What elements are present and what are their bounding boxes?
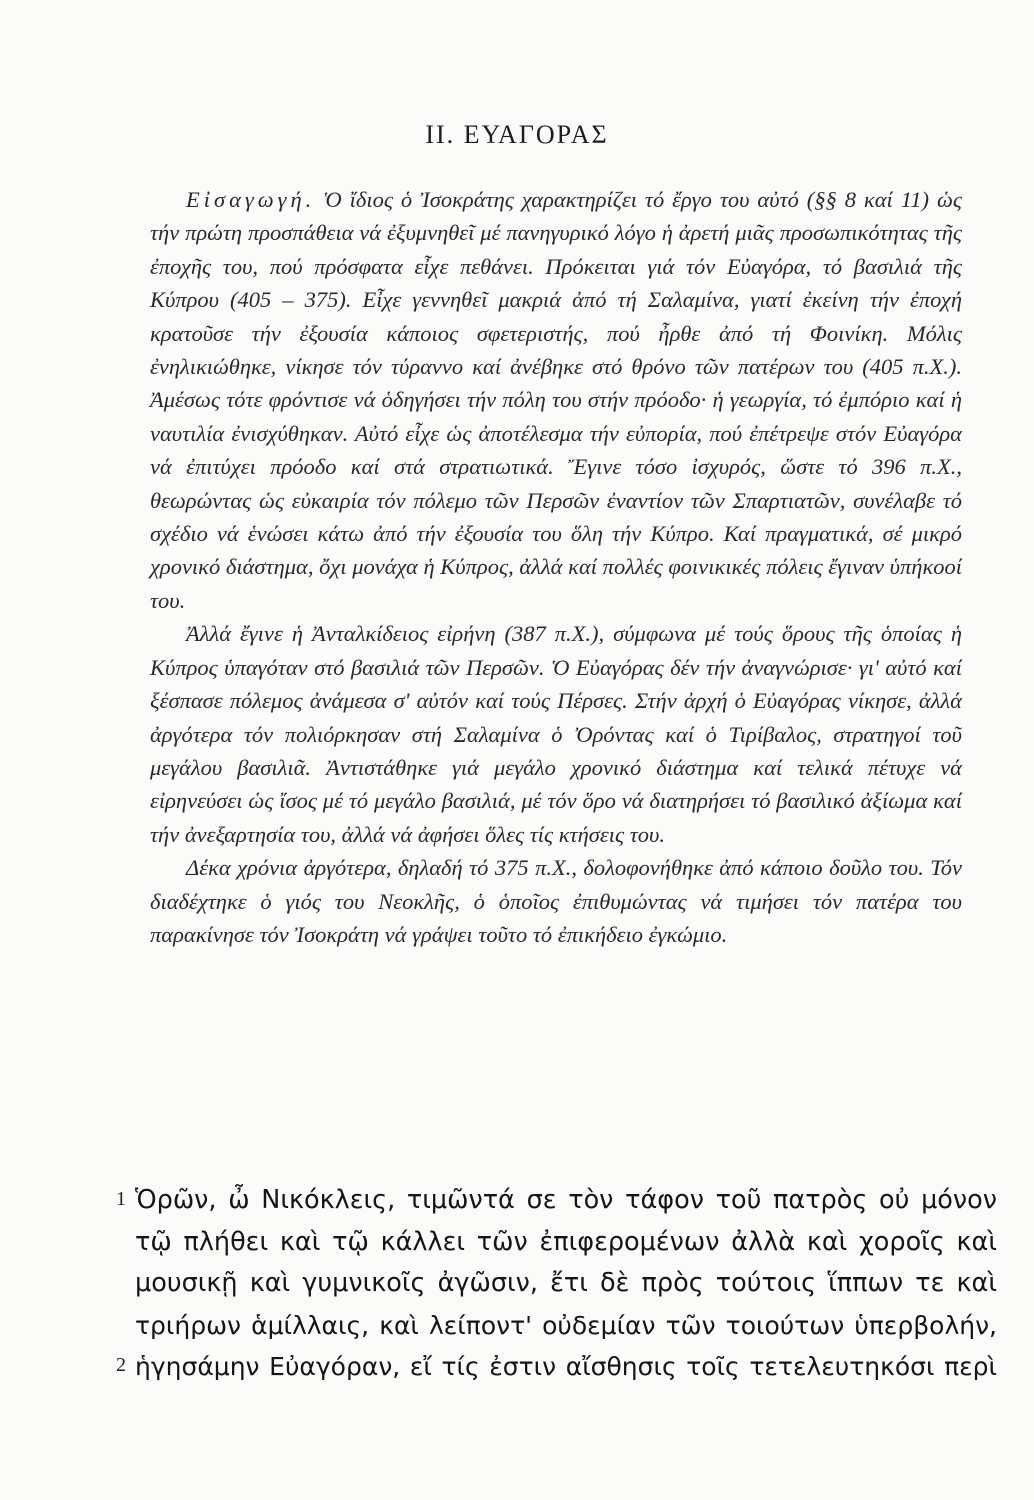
chapter-title: II. ΕΥΑΓΟΡΑΣ [425, 120, 609, 149]
text-line: μουσικῇ καὶ γυμνικοῖς ἀγῶσιν, ἔτι δὲ πρὸς τούτοις ἵππων τε καὶ [135, 1268, 997, 1298]
intro-paragraph-2: Ἀλλά ἔγινε ἡ Ἀνταλκίδειος εἰρήνη (387 π.Χ.), σύμφωνα μέ τούς ὅρους τῆς ὁποίας ἡ Κύπρος ὑπαγόταν στό βασιλιά τῶν Περσῶν. Ὁ Εὐαγόρας δέν τήν ἀναγνώρισε· γι' αὐτό καί ξέσπασε πόλεμος ἀνάμεσα σ' αὐτόν καί τούς Πέρσες. Στήν ἀρχή ὁ Εὐαγόρας νίκησε, ἀλλά ἀργότερα τόν πολιόρκησαν στή Σαλαμίνα ὁ Ὀρόντας καί ὁ Τιρίβαλος, στρατηγοί τοῦ μεγάλου βασιλιᾶ. Ἀντιστάθηκε γιά μεγάλο χρονικό διάστημα καί τελικά πέτυχε νά εἰρηνεύσει ὡς ἴσος μέ τό μεγάλο βασιλιά, μέ τόν ὅρο νά διατηρήσει τό βασιλικό ἀξίωμα καί τήν ἀνεξαρτησία του, ἀλλά νά ἀφήσει ὅλες τίς κτήσεις του. [150, 621, 962, 847]
text-line: ἡγησάμην Εὐαγόραν, εἴ τίς ἐστιν αἴσθησις τοῖς τετελευτηκόσι περὶ [135, 1352, 997, 1381]
intro-paragraph-3: Δέκα χρόνια ἀργότερα, δηλαδή τό 375 π.Χ., δολοφονήθηκε ἀπό κάποιο δοῦλο του. Τόν διαδέχτηκε ὁ γιός του Νεοκλῆς, ὁ ὁποῖος ἐπιθυμώντας νά τιμήσει τόν πατέρα του παρακίνησε τόν Ἰσοκράτη νά γράψει τοῦτο τό ἐπικήδειο ἐγκώμιο. [150, 855, 962, 947]
intro-text-1: Ὁ ἴδιος ὁ Ἰσοκράτης χαρακτηρίζει τό ἔργο του αὐτό (§§ 8 καί 11) ὡς τήν πρώτη προσπάθεια νά ἐξυμνηθεῖ μέ πανηγυρικό λόγο ἡ ἀρετή μιᾶς προσωπικότητας τῆς ἐποχῆς του, πού πρόσφατα εἶχε πεθάνει. Πρόκειται γιά τόν Εὐαγόρα, τό βασιλιά τῆς Κύπρου (405 – 375). Εἶχε γεννηθεῖ μακριά ἀπό τή Σαλαμίνα, γιατί ἐκείνη τήν ἐποχή κρατοῦσε τήν ἐξουσία κάποιος σφετεριστής, πού ἦρθε ἀπό τή Φοινίκη. Μόλις ἐνηλικιώθηκε, νίκησε τόν τύραννο καί ἀνέβηκε στό θρόνο τῶν πατέρων του (405 π.Χ.). Ἀμέσως τότε φρόντισε νά ὁδηγήσει τήν πόλη του στήν πρόοδο· ἡ γεωργία, τό ἐμπόριο καί ἡ ναυτιλία ἐνισχύθηκαν. Αὐτό εἶχε ὡς ἀποτέλεσμα τήν εὐπορία, πού ἐπέτρεψε στόν Εὐαγόρα νά ἐπιτύχει πρόοδο καί στά στρατιωτικά. Ἔγινε τόσο ἰσχυρός, ὥστε τό 396 π.Χ., θεωρώντας ὡς εὐκαιρία τόν πόλεμο τῶν Περσῶν ἐναντίον τῶν Σπαρτιατῶν, συνέλαβε τό σχέδιο νά ἑνώσει κάτω ἀπό τήν ἐξουσία του ὅλη τήν Κύπρο. Καί πραγματικά, σέ μικρό χρονικό διάστημα, ὄχι μονάχα ἡ Κύπρος, ἀλλά καί πολλές φοινικικές πόλεις ἔγιναν ὑπήκοοί του. [150, 187, 962, 613]
line-number-1: 1 [116, 1188, 126, 1210]
introduction [150, 183, 962, 951]
text-line: Ὁρῶν, ὦ Νικόκλεις, τιμῶντά σε τὸν τάφον τοῦ πατρὸς οὐ μόνον [135, 1185, 997, 1215]
line-number-2: 2 [116, 1354, 126, 1376]
text-line: τῷ πλήθει καὶ τῷ κάλλει τῶν ἐπιφερομένων ἀλλὰ καὶ χοροῖς καὶ [135, 1226, 997, 1257]
intro-paragraph-1 [150, 183, 962, 617]
ancient-greek-text [135, 1180, 997, 1388]
text-line: τριήρων ἁμίλλαις, καὶ λείποντ' οὐδεμίαν τῶν τοιούτων ὑπερβολήν, [135, 1310, 997, 1340]
intro-lead: Εἰσαγωγή. [186, 187, 316, 212]
